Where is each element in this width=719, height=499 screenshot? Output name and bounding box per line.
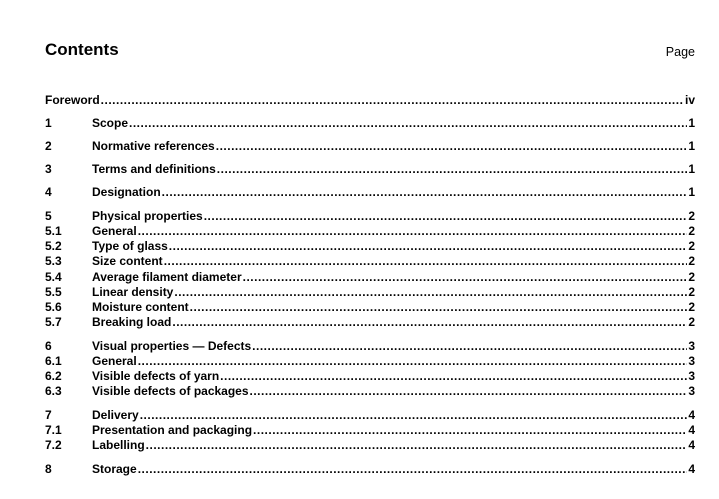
toc-entry-page: 1: [688, 185, 695, 199]
toc-entry-number: 5: [45, 209, 52, 223]
toc-entry-page: 2: [688, 209, 695, 223]
toc-entry-1[interactable]: [45, 116, 695, 131]
toc-entry-label: Normative references: [92, 139, 215, 153]
toc-entry-page: 1: [688, 139, 695, 153]
toc-leader: [253, 423, 687, 438]
toc-entry-5-6[interactable]: [45, 300, 695, 315]
toc-entry-label: Visible defects of packages: [92, 384, 249, 398]
toc-entry-page: 4: [688, 408, 695, 422]
toc-entry-label: Size content: [92, 254, 163, 268]
toc-entry-label: Visual properties — Defects: [92, 339, 252, 353]
toc-entry-number: 6: [45, 339, 52, 353]
toc-entry-7-1[interactable]: [45, 423, 695, 438]
toc-entry-label: Visible defects of yarn: [92, 369, 220, 383]
toc-entry-page: 2: [688, 270, 695, 284]
toc-leader: [217, 162, 688, 177]
toc-entry-number: 6.2: [45, 369, 62, 383]
toc-leader: [252, 339, 687, 354]
toc-leader: [243, 270, 688, 285]
toc-entry-label: Scope: [92, 116, 129, 130]
toc-entry-5-4[interactable]: [45, 270, 695, 285]
toc-entry-page: 4: [688, 423, 695, 437]
toc-entry-page: iv: [684, 93, 695, 107]
toc-entry-number: 5.3: [45, 254, 62, 268]
toc-entry-page: 2: [688, 300, 695, 314]
toc-entry-label: General: [92, 354, 137, 368]
toc-entry-label: Labelling: [92, 438, 145, 452]
toc-entry-label: Physical properties: [92, 209, 203, 223]
toc-leader: [138, 462, 688, 477]
toc-leader: [138, 224, 688, 239]
toc-entry-label: Moisture content: [92, 300, 189, 314]
toc-entry-6[interactable]: [45, 339, 695, 354]
toc-entry-5-7[interactable]: [45, 315, 695, 330]
toc-entry-6-1[interactable]: [45, 354, 695, 369]
toc-leader: [146, 438, 688, 453]
toc-entry-page: 4: [688, 462, 695, 476]
toc-entry-number: 3: [45, 162, 52, 176]
page-title: Contents: [45, 40, 119, 59]
page-column-label: Page: [665, 45, 695, 59]
toc-entry-5-2[interactable]: [45, 239, 695, 254]
toc-entry-label: Breaking load: [92, 315, 172, 329]
toc-entry-page: 2: [688, 315, 695, 329]
toc-entry-page: 2: [688, 254, 695, 268]
toc-entry-5[interactable]: [45, 209, 695, 224]
toc-entry-label: Foreword: [45, 93, 100, 107]
toc-leader: [250, 384, 688, 399]
toc-leader: [220, 369, 687, 384]
toc-entry-7[interactable]: [45, 408, 695, 423]
toc-entry-5-1[interactable]: [45, 224, 695, 239]
toc-entry-6-2[interactable]: [45, 369, 695, 384]
toc-entry-number: 5.5: [45, 285, 62, 299]
toc-entry-5-5[interactable]: [45, 285, 695, 300]
toc-entry-number: 4: [45, 185, 52, 199]
table-of-contents: [45, 0, 695, 499]
toc-leader: [140, 408, 688, 423]
toc-entry-number: 8: [45, 462, 52, 476]
toc-entry-number: 6.3: [45, 384, 62, 398]
toc-leader: [162, 185, 688, 200]
toc-entry-foreword[interactable]: [45, 93, 695, 108]
toc-entry-8[interactable]: [45, 462, 695, 477]
toc-leader: [129, 116, 687, 131]
toc-entry-number: 1: [45, 116, 52, 130]
toc-entry-label: General: [92, 224, 137, 238]
toc-entry-page: 3: [688, 354, 695, 368]
toc-entry-page: 2: [688, 224, 695, 238]
toc-entry-number: 7.1: [45, 423, 62, 437]
toc-entry-label: Storage: [92, 462, 137, 476]
toc-entry-4[interactable]: [45, 185, 695, 200]
toc-entry-6-3[interactable]: [45, 384, 695, 399]
toc-entry-page: 3: [688, 339, 695, 353]
toc-entry-page: 2: [688, 239, 695, 253]
toc-entry-5-3[interactable]: [45, 254, 695, 269]
toc-entry-label: Terms and definitions: [92, 162, 216, 176]
toc-leader: [172, 315, 687, 330]
toc-entry-number: 5.7: [45, 315, 62, 329]
toc-entry-page: 1: [688, 162, 695, 176]
toc-entry-number: 2: [45, 139, 52, 153]
toc-entry-number: 7.2: [45, 438, 62, 452]
toc-entry-7-2[interactable]: [45, 438, 695, 453]
toc-entry-3[interactable]: [45, 162, 695, 177]
toc-leader: [190, 300, 688, 315]
toc-entry-label: Delivery: [92, 408, 139, 422]
toc-entry-page: 2: [688, 285, 695, 299]
toc-leader: [101, 93, 684, 108]
toc-entry-label: Presentation and packaging: [92, 423, 253, 437]
toc-leader: [216, 139, 688, 154]
toc-entry-number: 5.4: [45, 270, 62, 284]
toc-entry-label: Linear density: [92, 285, 174, 299]
toc-entry-number: 5.6: [45, 300, 62, 314]
toc-entry-page: 3: [688, 384, 695, 398]
toc-entry-label: Average filament diameter: [92, 270, 242, 284]
toc-leader: [174, 285, 687, 300]
toc-leader: [164, 254, 688, 269]
toc-entry-number: 5.1: [45, 224, 62, 238]
toc-entry-number: 6.1: [45, 354, 62, 368]
toc-entry-number: 5.2: [45, 239, 62, 253]
toc-entry-number: 7: [45, 408, 52, 422]
toc-entry-label: Designation: [92, 185, 161, 199]
toc-leader: [169, 239, 688, 254]
toc-entry-page: 1: [688, 116, 695, 130]
toc-entry-label: Type of glass: [92, 239, 168, 253]
toc-entry-page: 3: [688, 369, 695, 383]
toc-leader: [204, 209, 688, 224]
toc-entry-page: 4: [688, 438, 695, 452]
toc-entry-2[interactable]: [45, 139, 695, 154]
toc-leader: [138, 354, 688, 369]
